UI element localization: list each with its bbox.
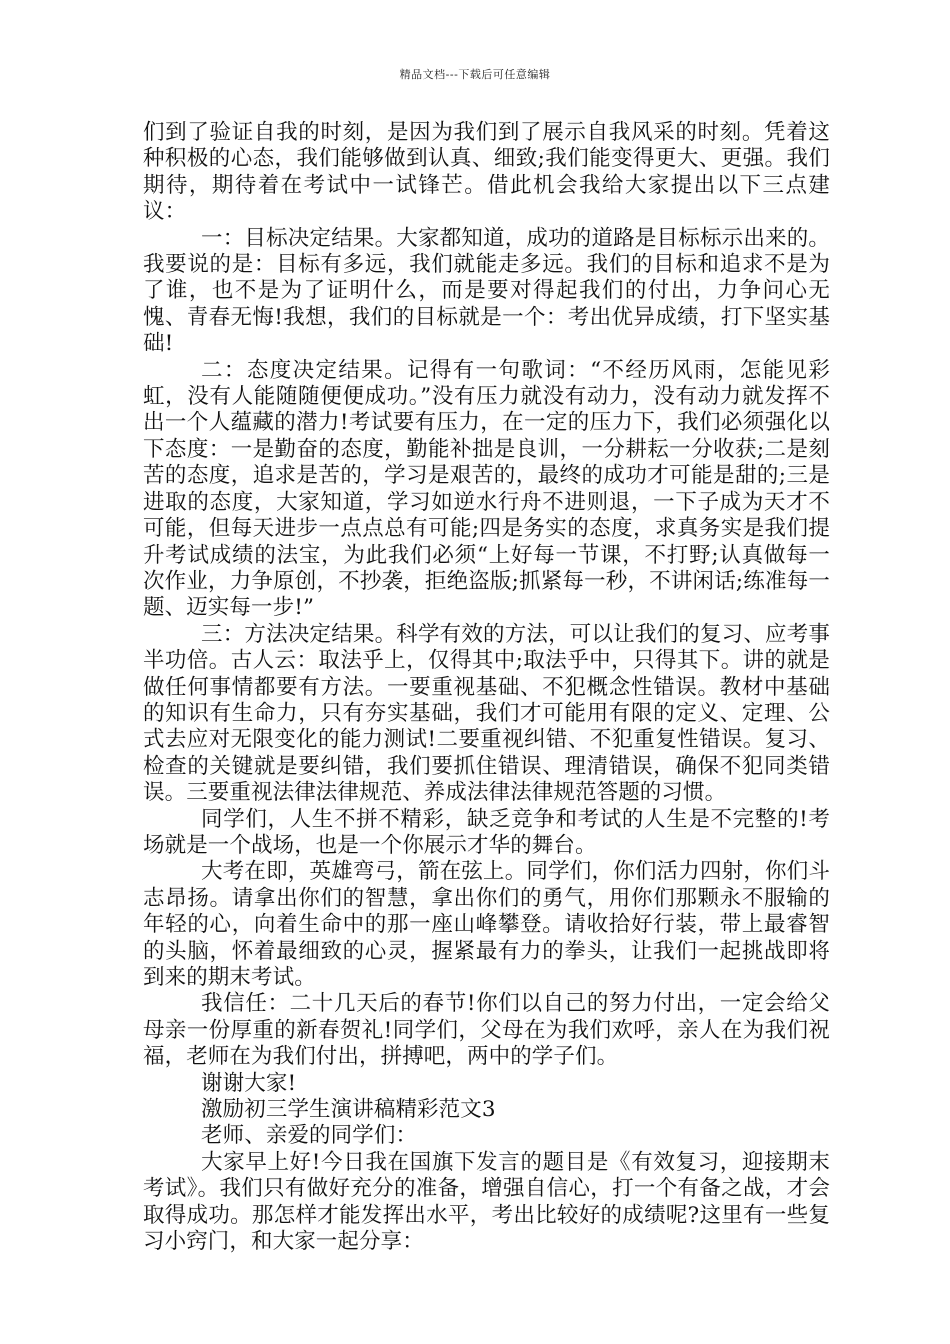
- paragraph-point-three: 三：方法决定结果。科学有效的方法，可以让我们的复习、应考事半功倍。古人云：取法乎上，仅得其中;取法乎中，只得其下。讲的就是做任何事情都要有方法。一要重视基础、不犯概念性错误。教材中基础的知识有生命力，只有夯实基础，我们才可能用有限的定义、定理、公式去应对无限变化的能力测试!二要重视纠错、不犯重复性错误。复习、检查的关键就是要纠错，我们要抓住错误、理清错误，确保不犯同类错误。三要重视法律法律规范、养成法律法律规范答题的习惯。: [143, 621, 830, 806]
- paragraph-thanks: 谢谢大家!: [201, 1070, 297, 1096]
- paragraph-point-two: 二：态度决定结果。记得有一句歌词：“不经历风雨，怎能见彩虹，没有人能随随便便成功。”没有压力就没有动力，没有动力就发挥不出一个人蕴藏的潜力!考试要有压力，在一定的压力下，我们必须强化以下态度：一是勤奋的态度，勤能补拙是良训，一分耕耘一分收获;二是刻苦的态度，追求是苦的，学习是艰苦的，最终的成功才可能是甜的;三是进取的态度，大家知道，学习如逆水行舟不进则退，一下子成为天才不可能，但每天进步一点点总有可能;四是务实的态度，求真务实是我们提升考试成绩的法宝，为此我们必须“上好每一节课，不打野;认真做每一次作业，力争原创，不抄袭，拒绝盗版;抓紧每一秒，不讲闲话;练准每一题、迈实每一步!”: [143, 357, 830, 621]
- page-header: 精品文档---下载后可任意编辑: [399, 68, 551, 81]
- paragraph-salutation: 老师、亲爱的同学们：: [201, 1123, 418, 1149]
- paragraph-greeting: 大家早上好!今日我在国旗下发言的题目是《有效复习，迎接期末考试》。我们只有做好充分的准备，增强自信心，打一个有备之战，才会取得成功。那怎样才能发挥出水平，考出比较好的成绩呢?这里有一些复习小窍门，和大家一起分享：: [143, 1149, 830, 1255]
- paragraph-belief: 我信任：二十几天后的春节!你们以自己的努力付出，一定会给父母亲一份厚重的新春贺礼!同学们，父母在为我们欢呼，亲人在为我们祝福，老师在为我们付出，拼搏吧，两中的学子们。: [143, 991, 830, 1070]
- paragraph-point-one: 一：目标决定结果。大家都知道，成功的道路是目标标示出来的。我要说的是：目标有多远，我们就能走多远。我们的目标和追求不是为了谁，也不是为了证明什么，而是要对得起我们的付出，力争问心无愧、青春无悔!我想，我们的目标就是一个：考出优异成绩，打下坚实基础!: [143, 225, 830, 357]
- paragraph-exam: 大考在即，英雄弯弓，箭在弦上。同学们，你们活力四射，你们斗志昂扬。请拿出你们的智慧，拿出你们的勇气，用你们那颗永不服输的年轻的心，向着生命中的那一座山峰攀登。请收拾好行装，带上最睿智的头脑，怀着最细致的心灵，握紧最有力的拳头，让我们一起挑战即将到来的期末考试。: [143, 859, 830, 990]
- paragraph-intro: 们到了验证自我的时刻，是因为我们到了展示自我风采的时刻。凭着这种积极的心态，我们能够做到认真、细致;我们能变得更大、更强。我们期待，期待着在考试中一试锋芒。借此机会我给大家提出以下三点建议：: [143, 120, 830, 225]
- section-title: 激励初三学生演讲稿精彩范文3: [201, 1097, 496, 1123]
- paragraph-life: 同学们，人生不拼不精彩，缺乏竞争和考试的人生是不完整的!考场就是一个战场，也是一个你展示才华的舞台。: [143, 806, 830, 858]
- document-body: [143, 120, 830, 1255]
